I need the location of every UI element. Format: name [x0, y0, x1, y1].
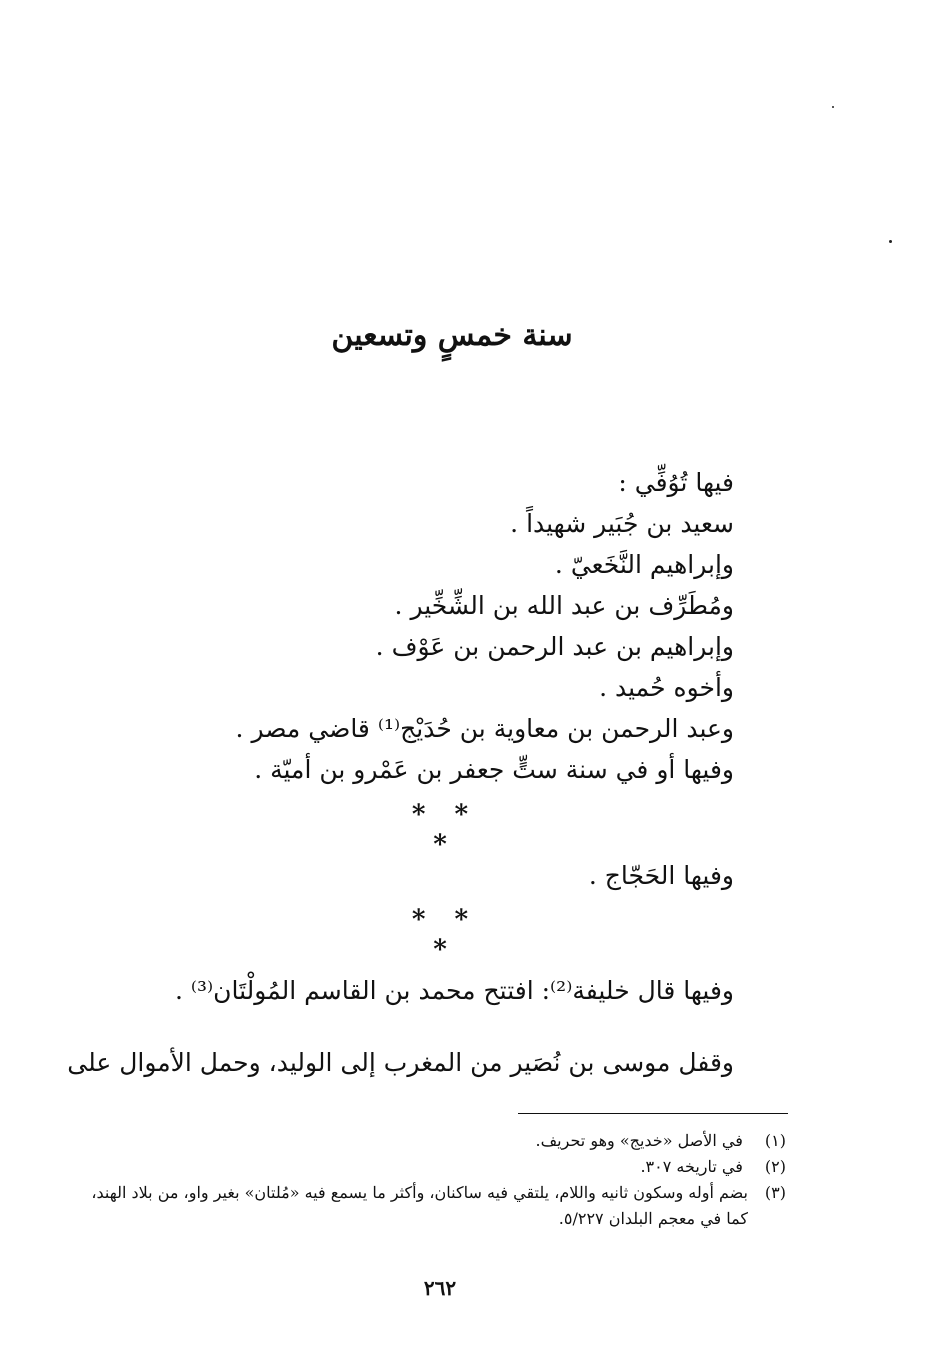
footnote-divider	[518, 1113, 788, 1114]
deaths-intro: فيها تُوُفِّي :	[618, 468, 734, 497]
hajjaj-paragraph	[94, 855, 734, 896]
scan-speck	[832, 106, 834, 108]
footnote-text: في الأصل «خديج» وهو تحريف.	[535, 1131, 743, 1150]
section-separator: * * *	[411, 905, 479, 965]
deaths-list	[94, 462, 734, 790]
footnote-number: (١)	[764, 1131, 786, 1150]
death-entry: وأخوه حُميد .	[599, 673, 734, 702]
footnote	[86, 1128, 786, 1154]
year-heading: سنة خمسٍ وتسعين	[331, 318, 573, 353]
events-paragraph	[67, 955, 734, 1099]
death-entry: وعبد الرحمن بن معاوية بن حُدَيْج⁽¹⁾ قاضي مصر .	[235, 714, 734, 743]
death-entry: وفيها أو في سنة ستٍّ جعفر بن عَمْرو بن أميّة .	[254, 755, 734, 784]
death-entry: سعيد بن جُبَير شهيداً .	[510, 509, 734, 538]
scan-speck	[889, 240, 892, 243]
page-number: ٢٦٢	[423, 1276, 457, 1300]
footnote	[86, 1180, 786, 1232]
footnote-number: (٢)	[764, 1157, 786, 1176]
hajjaj-line: وفيها الحَجّاج .	[588, 861, 734, 890]
section-separator: * * *	[411, 800, 479, 860]
footnote-text: في تاريخه ٣٠٧.	[640, 1157, 743, 1176]
death-entry: وإبراهيم النَّخَعيّ .	[554, 550, 734, 579]
footnote-number: (٣)	[764, 1183, 786, 1202]
death-entry: ومُطَرِّف بن عبد الله بن الشِّخِّير .	[394, 591, 734, 620]
footnote	[86, 1154, 786, 1180]
footnotes	[86, 1128, 786, 1232]
musa-line: وقفل موسى بن نُصَير من المغرب إلى الوليد، وحمل الأموال على	[67, 1048, 734, 1077]
footnote-text: بضم أوله وسكون ثانيه واللام، يلتقي فيه ساكنان، وأكثر ما يسمع فيه «مُلتان» بغير واو، من بلاد الهند، كما في معجم البلدان ٥/٢٢٧.	[91, 1183, 748, 1228]
conquest-line: وفيها قال خليفة⁽²⁾: افتتح محمد بن القاسم المُولْتَان⁽³⁾ .	[174, 976, 734, 1005]
death-entry: وإبراهيم بن عبد الرحمن بن عَوْف .	[375, 632, 734, 661]
